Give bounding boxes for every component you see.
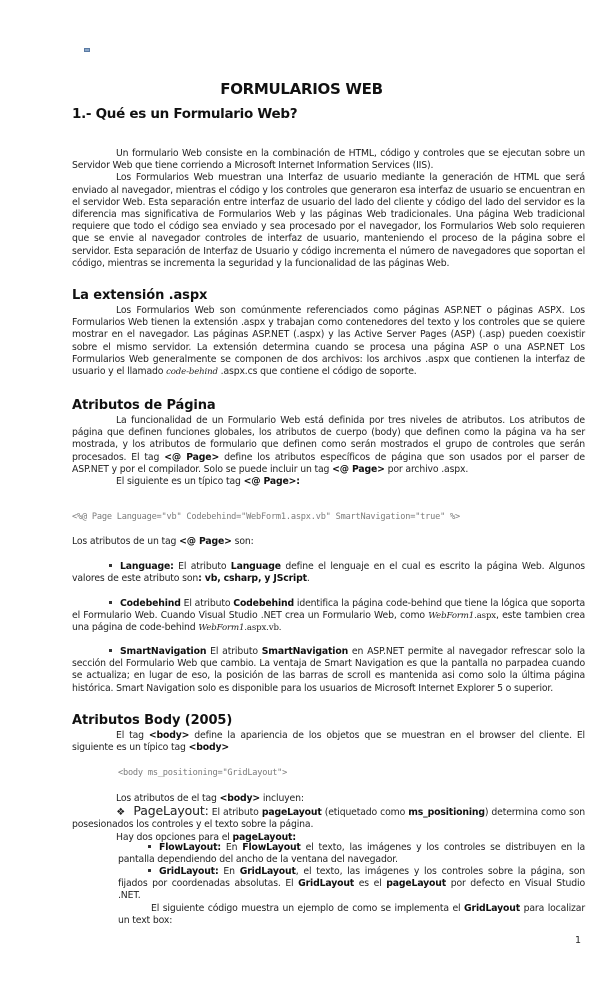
term: FlowLayout: (159, 842, 222, 853)
paragraph-atributos-tag (72, 536, 585, 548)
paragraph-text: El siguiente código muestra un ejemplo de como se implementa el (151, 902, 461, 914)
bullet-icon (109, 649, 112, 652)
bullet-term: Codebehind (120, 598, 181, 609)
document-title: FORMULARIOS WEB (220, 80, 383, 98)
paragraph-text: identifica la página code-behind que tiene la lógica que soporta el Formulario Web. Cuando Visual Studio .NET crea un Formulario Web, como (72, 598, 586, 622)
paragraph-text: Los atributos de el tag (116, 793, 217, 804)
pagelayout-label: PageLayout: (133, 803, 209, 819)
bullet-icon (148, 869, 151, 872)
bullet-gridlayout (118, 866, 585, 927)
paragraph-text: en ASP.NET permite al navegador refrescar solo la sección del Formulario Web que cambio. La ventaja de Smart Navigation es que la pantalla no parpadea cuando se actualiza; en lugar de eso, la posición de las barras de scroll es mantenida asi como solo la última página histórica. Smart Navigation solo es disponible para los usuarios de Microsoft Internet Explorer 5 o superior. (72, 646, 585, 694)
bullet-term: SmartNavigation (261, 646, 349, 657)
page-tag: <@ Page> (164, 451, 220, 463)
bullet-term: Codebehind (233, 598, 294, 609)
paragraph-body-tag (72, 730, 585, 754)
body-tag: <body> (148, 730, 190, 741)
paragraph-text: El atributo (210, 646, 258, 657)
bullet-icon (109, 564, 112, 567)
embedded-image-icon (84, 48, 90, 52)
bullet-smartnavigation (72, 646, 585, 695)
term: GridLayout (239, 866, 296, 877)
term: GridLayout (298, 878, 355, 890)
paragraph-extension (72, 305, 585, 378)
paragraph-text: El atributo (183, 598, 231, 609)
filename-extension: .aspx.vb. (244, 623, 282, 634)
body-tag: <body> (188, 742, 230, 754)
paragraph-text: El atributo (178, 561, 227, 572)
paragraph-text: El tag (116, 730, 144, 741)
bullet-flowlayout (118, 842, 585, 866)
filename-extension: .aspx (474, 611, 496, 622)
paragraph-text: por defecto en Visual Studio .NET. (118, 878, 585, 902)
paragraph-text: La funcionalidad de un Formulario Web está definida por tres niveles de atributos. Los atributos de página que definen funciones globales, los atributos de cuerpo (body) que definen como la página va ha ser mostrada, y los atributos de formulario que definen como serán mostrados el grupo de controles que serán procesados. El tag (72, 415, 585, 463)
paragraph-text: . (306, 573, 310, 585)
paragraph-text: Hay dos opciones para el (116, 831, 230, 843)
bullet-icon (109, 601, 112, 604)
term: ms_positioning (408, 807, 485, 819)
paragraph-text: define la apariencia de los objetos que se muestran en el browser del cliente. El siguiente es un típico tag (72, 730, 585, 754)
paragraph-text: Los Formularios Web muestran una Interfaz de usuario mediante la generación de HTML que será enviado al navegador, mientras el código y los controles que generaron esa interfaz de usuario se encuentran en el servidor Web. Esta separación entre interfaz de usuario del lado del cliente y código del lado del servidor es la diferencia mas significativa de Formularios Web y las páginas Web tradicionales. Una página Web tradicional requiere que todo el código sea enviado y sea procesado por el navegador, los Formularios Web solo requieren que se envie al navegador controles de interfaz de usuario, manteniendo el proceso de la página sobre el servidor. Esta separación de Interfaz de Usuario y código incrementa el número de navegadores que soportan el código, mientras se incrementa la seguridad y la funcionalidad de las páginas Web. (72, 172, 585, 269)
paragraph-text: El atributo (211, 807, 259, 819)
paragraph-text: , este tambien crea una página de code-behind (72, 610, 585, 634)
paragraph-text: El siguiente es un típico tag (116, 476, 241, 488)
bullet-term: SmartNavigation (120, 646, 207, 657)
paragraph-text: el texto, las imágenes y los controles se distribuyen en la pantalla dependiendo del ancho de la ventana del navegador. (118, 842, 586, 866)
paragraph-text: .aspx.cs que contiene el código de soporte. (220, 366, 417, 378)
page-tag: <@ Page> (179, 536, 232, 547)
paragraph-text: por archivo .aspx. (387, 463, 469, 475)
section-heading-atributos-body: Atributos Body (2005) (72, 713, 233, 728)
term: GridLayout: (159, 866, 219, 877)
paragraph-text: define los atributos específicos de página que son usados por el parser de ASP.NET y por el compilador. Solo se puede incluir un tag (72, 451, 585, 475)
section-heading-extension: La extensión .aspx (72, 288, 208, 303)
paragraph-text: es el (358, 878, 382, 890)
paragraph-text: En (223, 866, 235, 877)
paragraph-text: Los atributos de un tag (72, 536, 177, 547)
paragraph-text: incluyen: (262, 793, 304, 804)
paragraph-text: son: (234, 536, 254, 547)
paragraph-text: ) determina como son posesionados los controles y el texto sobre la página. (72, 807, 586, 831)
paragraph-atributos-pagina (72, 415, 585, 488)
paragraph-text: para localizar un text box: (118, 902, 585, 926)
section-heading-atributos-pagina: Atributos de Página (72, 398, 216, 413)
paragraph-text: En (225, 842, 238, 853)
bullet-language (72, 561, 585, 585)
term: pageLayout: (232, 831, 296, 843)
code-page-directive: <%@ Page Language="vb" Codebehind="WebForm1.aspx.vb" SmartNavigation="true" %> (72, 512, 460, 522)
paragraph-text: Un formulario Web consiste en la combinación de HTML, código y controles que se ejecutan sobre un Servidor Web que tiene corriendo a Microsoft Internet Information Services (IIS). (72, 148, 585, 172)
italic-term: code-behind (166, 367, 218, 378)
italic-filename: WebForm1 (198, 623, 245, 634)
paragraph-text: , el texto, las imágenes y los controles sobre la página, son fijados por coordenadas absolutas. El (118, 866, 586, 890)
term: pageLayout (261, 807, 322, 819)
term: pageLayout (386, 878, 447, 890)
diamond-bullet-icon: ❖ (116, 807, 126, 819)
bullet-values: : vb, csharp, y JScript (198, 573, 307, 585)
paragraph-text: Los Formularios Web son comúnmente referenciados como páginas ASP.NET o páginas ASPX. Los Formularios Web tienen la extensión .aspx y trabajan como contenedores del texto y los controles que se quiere mostrar en el navegador. Las páginas ASP.NET (.aspx) y las Active Server Pages (ASP) (.asp) pueden coexistir sobre el mismo servidor. La extensión determina cuando se procesa una página ASP o una ASP.NET Los Formularios Web generalmente se componen de dos archivos: los archivos .aspx que contienen la interfaz de usuario y el llamado (72, 305, 585, 378)
bullet-term: Language: (120, 561, 174, 572)
italic-filename: WebForm1 (428, 611, 475, 622)
bullet-icon (148, 845, 151, 848)
body-tag: <body> (219, 793, 261, 804)
code-body-tag: <body ms_positioning="GridLayout"> (118, 768, 288, 778)
paragraph-definition (72, 148, 585, 270)
page-tag: <@ Page> (332, 463, 385, 475)
paragraph-text: (etiquetado como (324, 807, 406, 819)
section-heading-que-es: 1.- Qué es un Formulario Web? (72, 106, 298, 122)
term: FlowLayout (242, 842, 301, 853)
term: GridLayout (464, 902, 521, 914)
page-tag: <@ Page>: (243, 476, 300, 488)
bullet-term: Language (230, 561, 281, 572)
paragraph-text: define el lenguaje en el cual es escrito la página Web. Algunos valores de este atributo son (72, 561, 585, 585)
page-number: 1 (575, 935, 582, 946)
paragraph-body-attributes (72, 793, 585, 844)
bullet-codebehind (72, 598, 585, 635)
